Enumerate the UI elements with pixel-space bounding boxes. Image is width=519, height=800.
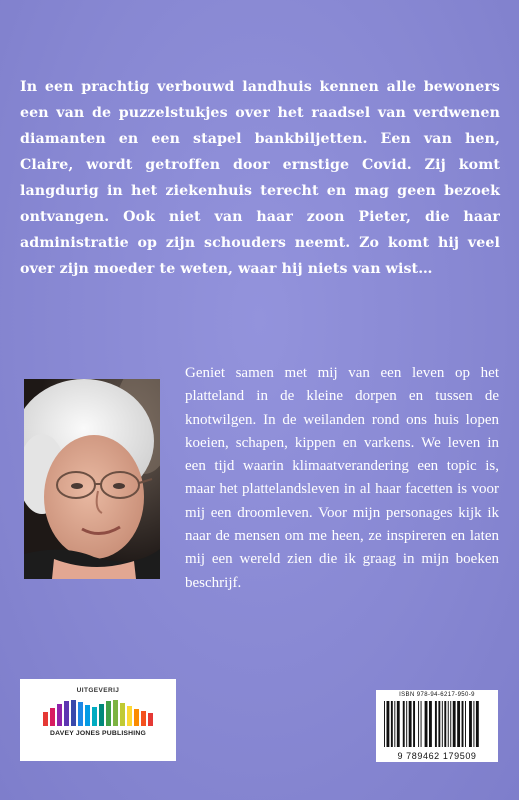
publisher-logo-bar [141,711,146,726]
publisher-logo-bar [50,708,55,726]
barcode-bar [413,701,415,747]
publisher-name: DAVEY JONES PUBLISHING [50,730,146,737]
barcode-bar [476,701,479,747]
barcode-bar [448,701,449,747]
publisher-logo-bar [120,703,125,726]
barcode-bar [469,701,472,747]
barcode-bars [384,701,490,747]
back-cover-blurb: In een prachtig verbouwd landhuis kennen alle bewoners een van de puzzelstukjes over het raadsel van verdwenen diamanten en een stapel bankbiljetten. Een van hen, Claire, wordt getroffen door ernstige Covid. Zij komt langdurig in het ziekenhuis terecht en mag geen bezoek ontvangen. Ook niet van haar zoon Pieter, die haar administratie op zijn schouders neemt. Zo komt hij veel over zijn moeder te weten, waar hij niets van wist… [20,79,500,277]
publisher-logo-bar [92,707,97,726]
barcode-bar [457,701,460,747]
publisher-logo [20,679,176,761]
barcode-bar [394,701,395,747]
barcode-bar [391,701,393,747]
barcode-bar [384,701,385,747]
author-photo [24,379,160,579]
publisher-logo-bars [20,700,176,726]
barcode-bar [435,701,437,747]
publisher-logo-bar [64,701,69,726]
barcode-bar [406,701,407,747]
author-bio: Geniet samen met mij van een leven op het platteland in de kleine dorpen en tussen de knotwilgen. In de weilanden rond ons huis lopen koeien, schapen, kippen en varkens. We leven in een tijd waarin klimaatverandering een topic is, maar het plattelandsleven in al haar facetten is voor mij een droomleven. Voor mijn personages kijk ik naar de mensen om me heen, ze inspireren en laten mij een wereld zien die ik graag in mijn boeken beschrijf. [185,365,499,591]
publisher-logo-bar [113,700,118,726]
barcode-bar [418,701,419,747]
publisher-logo-bar [99,704,104,726]
barcode-bar [450,701,451,747]
barcode-bar [421,701,422,747]
barcode-bar [465,701,466,747]
publisher-logo-bar [127,706,132,726]
publisher-logo-bar [106,701,111,726]
barcode-bar [425,701,428,747]
isbn-label: ISBN 978-94-6217-950-9 [399,692,475,698]
barcode-bar [473,701,474,747]
barcode-bar [386,701,389,747]
isbn-barcode [376,690,498,762]
publisher-logo-bar [148,713,153,726]
isbn-digits: 9 789462 179509 [397,751,477,761]
barcode-bar [438,701,440,747]
publisher-logo-bar [85,705,90,726]
barcode-bar [453,701,456,747]
barcode-bar [397,701,400,747]
publisher-logo-bar [134,709,139,726]
publisher-logo-bar [71,700,76,726]
barcode-bar [462,701,464,747]
barcode-bar [442,701,443,747]
barcode-bar [403,701,405,747]
publisher-logo-bar [43,712,48,726]
barcode-bar [444,701,446,747]
publisher-logo-bar [57,704,62,726]
barcode-bar [409,701,412,747]
publisher-logo-bar [78,702,83,726]
barcode-bar [429,701,432,747]
publisher-top-label: UITGEVERIJ [76,687,120,694]
